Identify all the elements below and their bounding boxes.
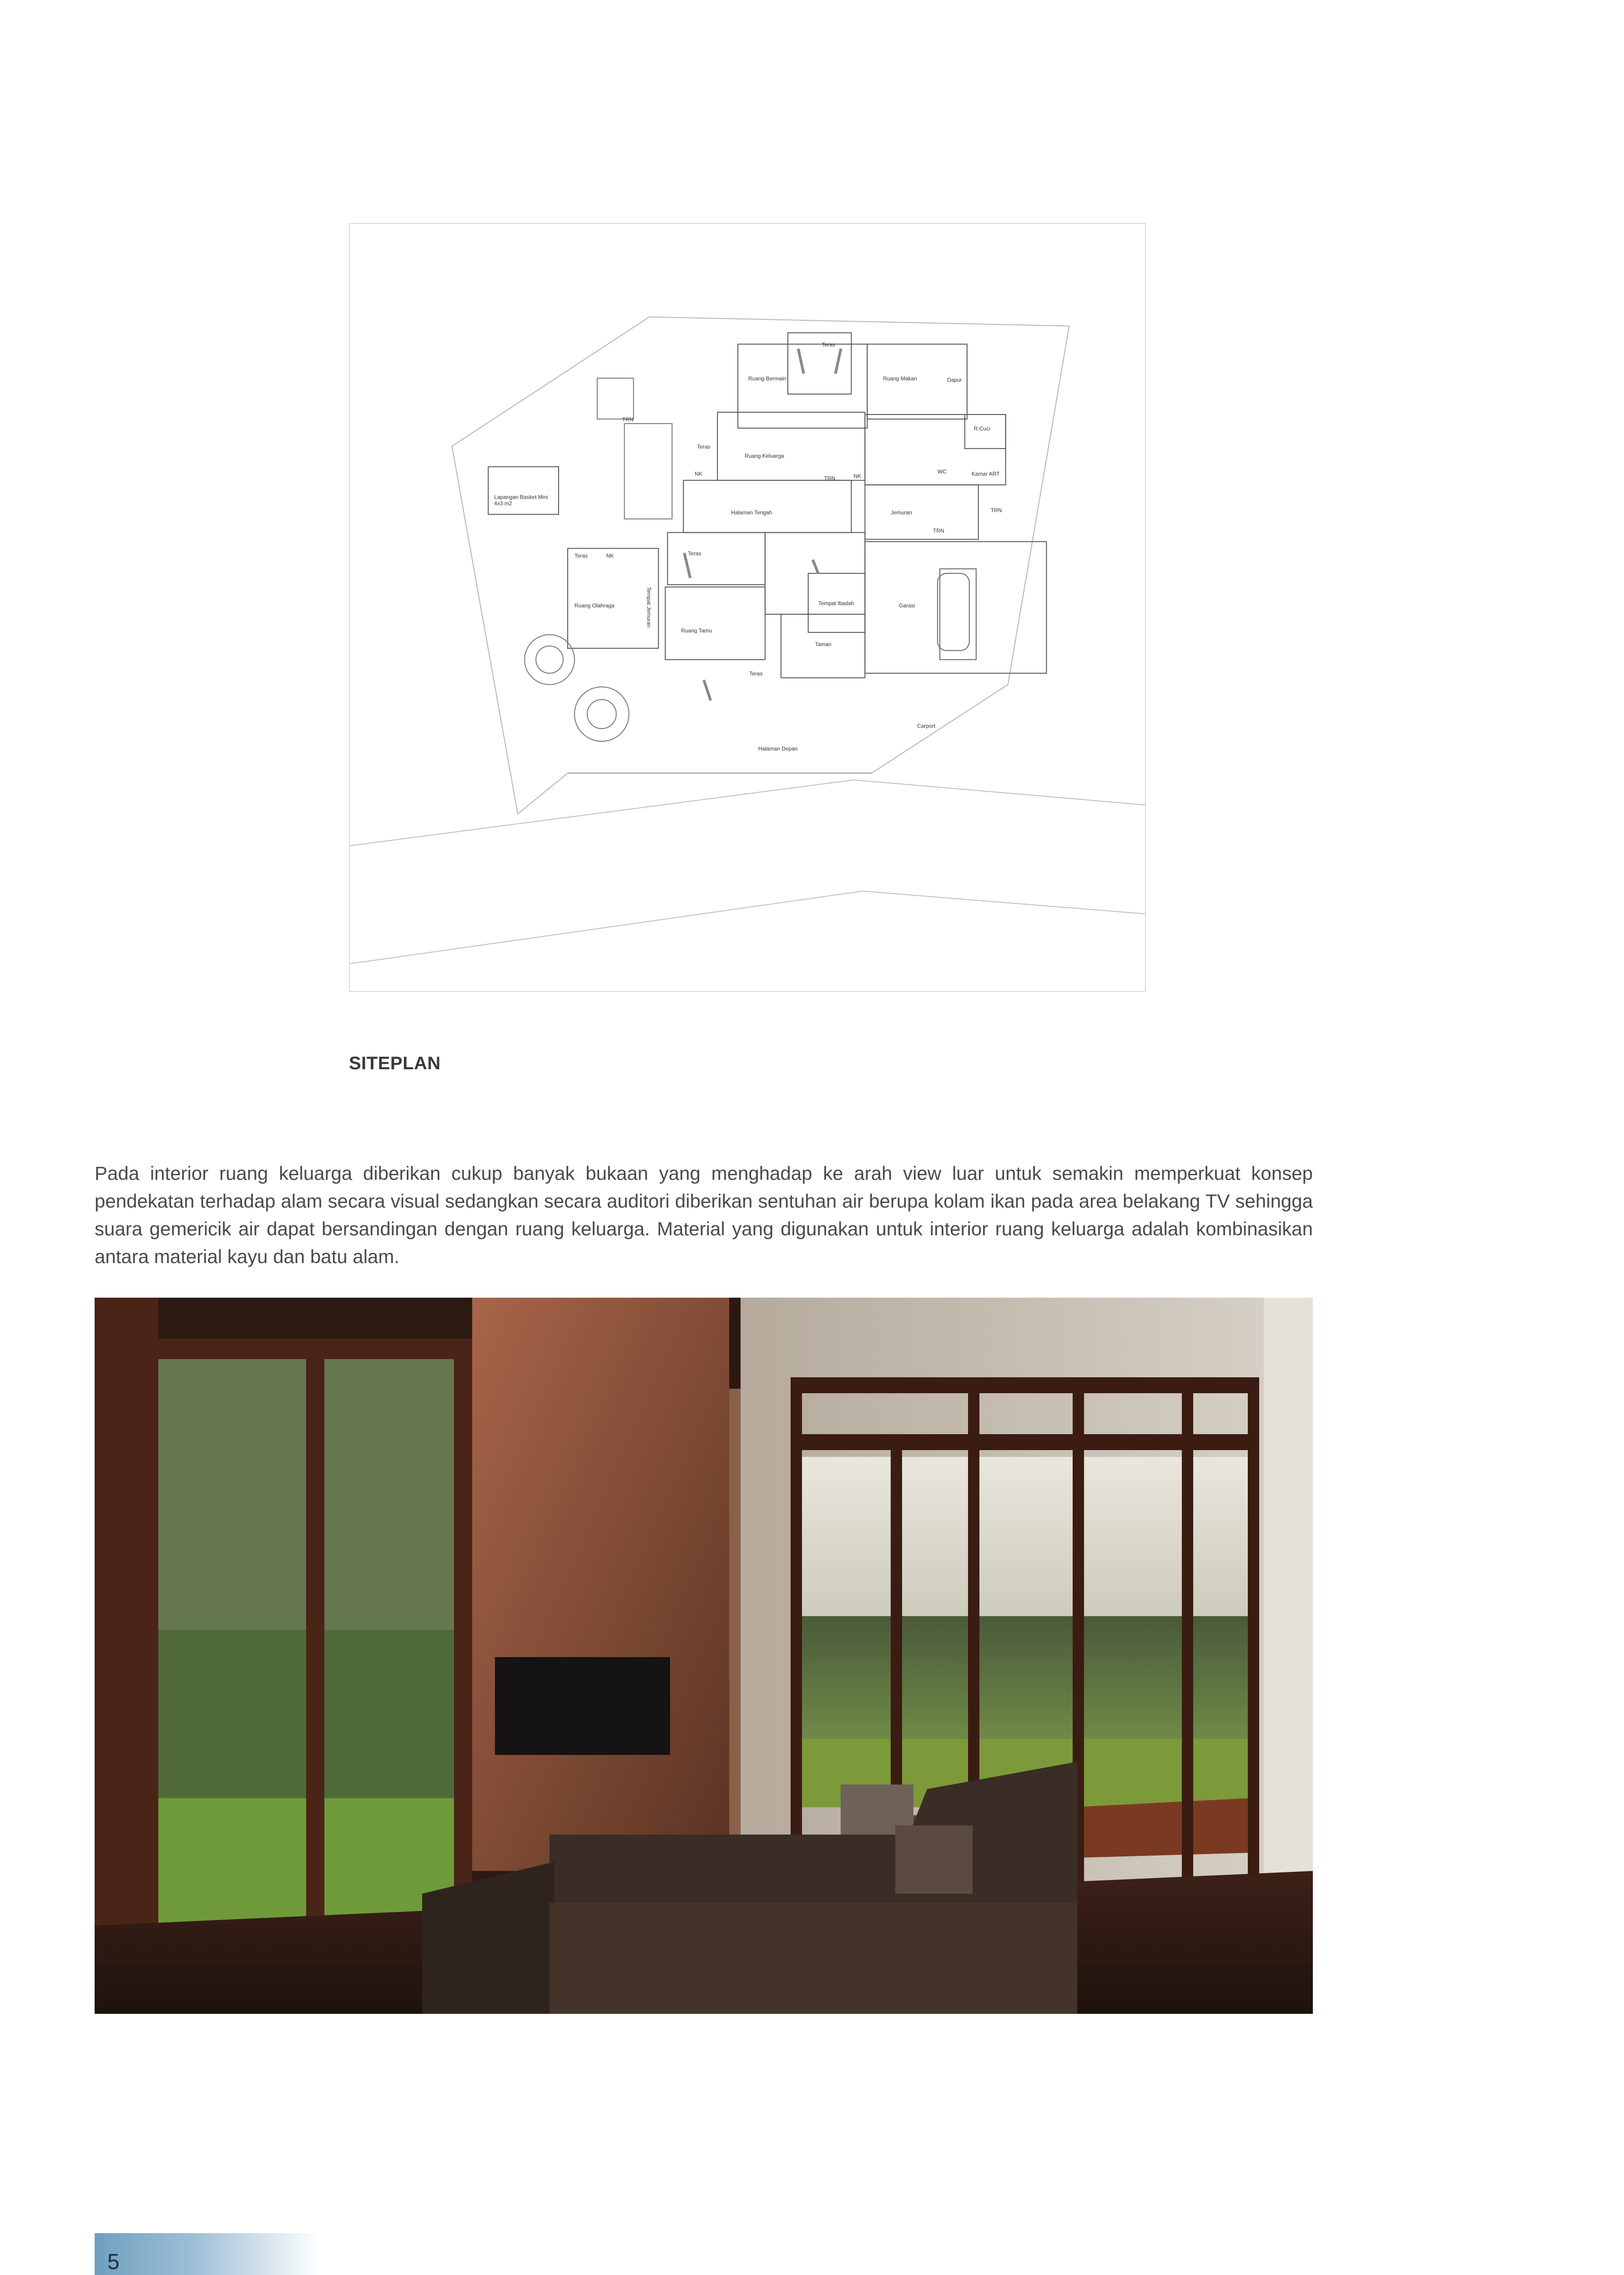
figure-caption: SITEPLAN: [349, 1053, 441, 1073]
plan-label: Teras: [574, 552, 588, 559]
plan-label: Ruang Olahraga: [574, 602, 615, 609]
plan-label: Teras: [749, 670, 763, 677]
plan-label: Kamar ART: [971, 470, 1000, 477]
plan-label: WC: [938, 468, 947, 475]
plan-label: Halaman Tengah: [731, 509, 772, 516]
plan-label: NK: [695, 470, 702, 477]
plan-label: Ruang Keluarga: [745, 452, 784, 459]
interior-render-image: [95, 1298, 1313, 2014]
plan-label: 4x3 m2: [494, 500, 512, 507]
page-number: 5: [107, 2250, 120, 2274]
plan-label: NK: [606, 552, 614, 559]
plan-label: Taman: [815, 641, 832, 647]
plan-label: TRN: [933, 527, 944, 534]
plan-label: TRN: [990, 507, 1002, 514]
plan-label: Jemuran: [891, 509, 912, 516]
plan-label: Garasi: [899, 602, 915, 609]
plan-label: Teras: [822, 341, 835, 348]
plan-label: TRN: [622, 416, 634, 423]
plan-label: Tempat Jemuran: [646, 587, 652, 628]
plan-label: R.Cuci: [973, 425, 990, 432]
plan-label: Teras: [688, 550, 701, 557]
plan-label: Teras: [697, 443, 711, 450]
plan-label: TRN: [824, 475, 836, 482]
plan-label: Carport: [917, 723, 936, 729]
plan-label: NK: [853, 473, 862, 480]
siteplan-svg: [350, 224, 1145, 991]
plan-label: Dapur: [947, 377, 962, 384]
plan-label: Ruang Makan: [883, 375, 917, 382]
body-paragraph: Pada interior ruang keluarga diberikan cukup banyak bukaan yang menghadap ke arah view luar untuk semakin memperkuat konsep pendekatan terhadap alam secara visual sedangkan secara auditori diberikan sentuhan air berupa kolam ikan pada area belakang TV sehingga suara gemericik air dapat bersandingan dengan ruang keluarga. Material yang digunakan untuk interior ruang keluarga adalah kombinasikan antara material kayu dan batu alam.: [95, 1163, 1313, 1267]
plan-label: Lapangan Basket Mini: [494, 494, 548, 500]
plan-label: Ruang Bermain: [748, 375, 787, 382]
plan-label: Halaman Depan: [758, 745, 798, 752]
plan-label: Tempat Ibadah: [818, 600, 854, 607]
page-number-tab: [95, 2233, 320, 2275]
plan-label: Ruang Tamu: [681, 627, 712, 634]
siteplan-drawing: [349, 223, 1146, 992]
